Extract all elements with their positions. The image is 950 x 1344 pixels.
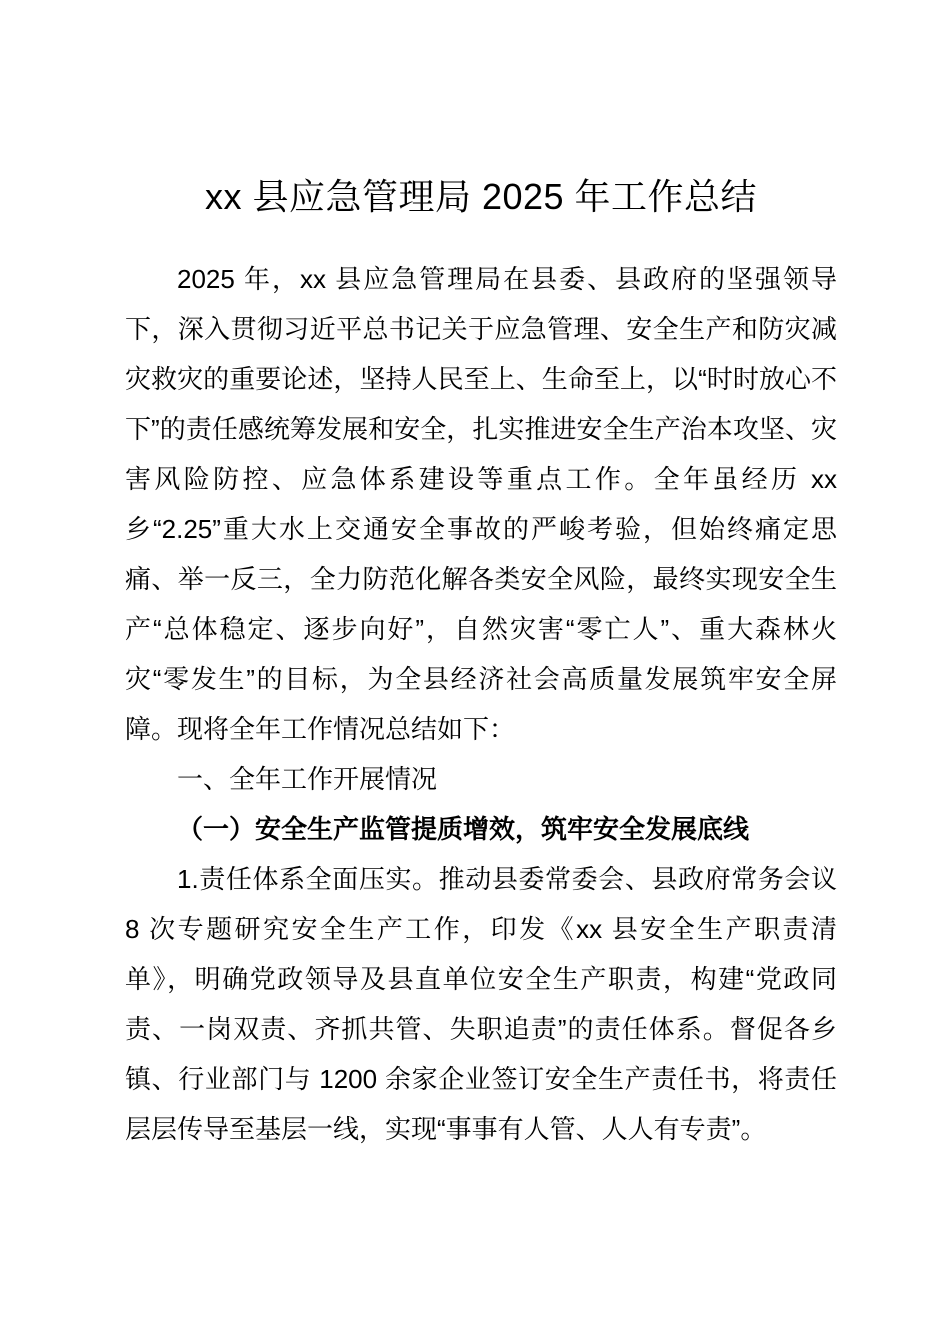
section1-subsection1-heading: （一）安全生产监管提质增效，筑牢安全发展底线 bbox=[177, 814, 750, 844]
section1-subsection1-paragraph: 1.责任体系全面压实。推动县委常委会、县政府常务会议 8 次专题研究安全生产工作，印发《xx 县安全生产职责清单》，明确党政领导及县直单位安全生产职责，构建“党政同责、一岗双责、齐抓共管、失职追责”的责任体系。督促各乡镇、行业部门与 1200 余家企业签订安全生产责任书，将责任层层传导至基层一线，实现“事事有人管、人人有专责”。 bbox=[125, 864, 837, 1144]
section1-heading: 一、全年工作开展情况 bbox=[177, 764, 438, 794]
document-title: xx 县应急管理局 2025 年工作总结 bbox=[204, 176, 758, 217]
intro-paragraph: 2025 年，xx 县应急管理局在县委、县政府的坚强领导下，深入贯彻习近平总书记关于应急管理、安全生产和防灾减灾救灾的重要论述，坚持人民至上、生命至上，以“时时放心不下”的责任感统筹发展和安全，扎实推进安全生产治本攻坚、灾害风险防控、应急体系建设等重点工作。全年虽经历 xx 乡“2.25”重大水上交通安全事故的严峻考验，但始终痛定思痛、举一反三，全力防范化解各类安全风险，最终实现安全生产“总体稳定、逐步向好”，自然灾害“零亡人”、重大森林火灾“零发生”的目标，为全县经济社会高质量发展筑牢安全屏障。现将全年工作情况总结如下： bbox=[125, 264, 837, 744]
